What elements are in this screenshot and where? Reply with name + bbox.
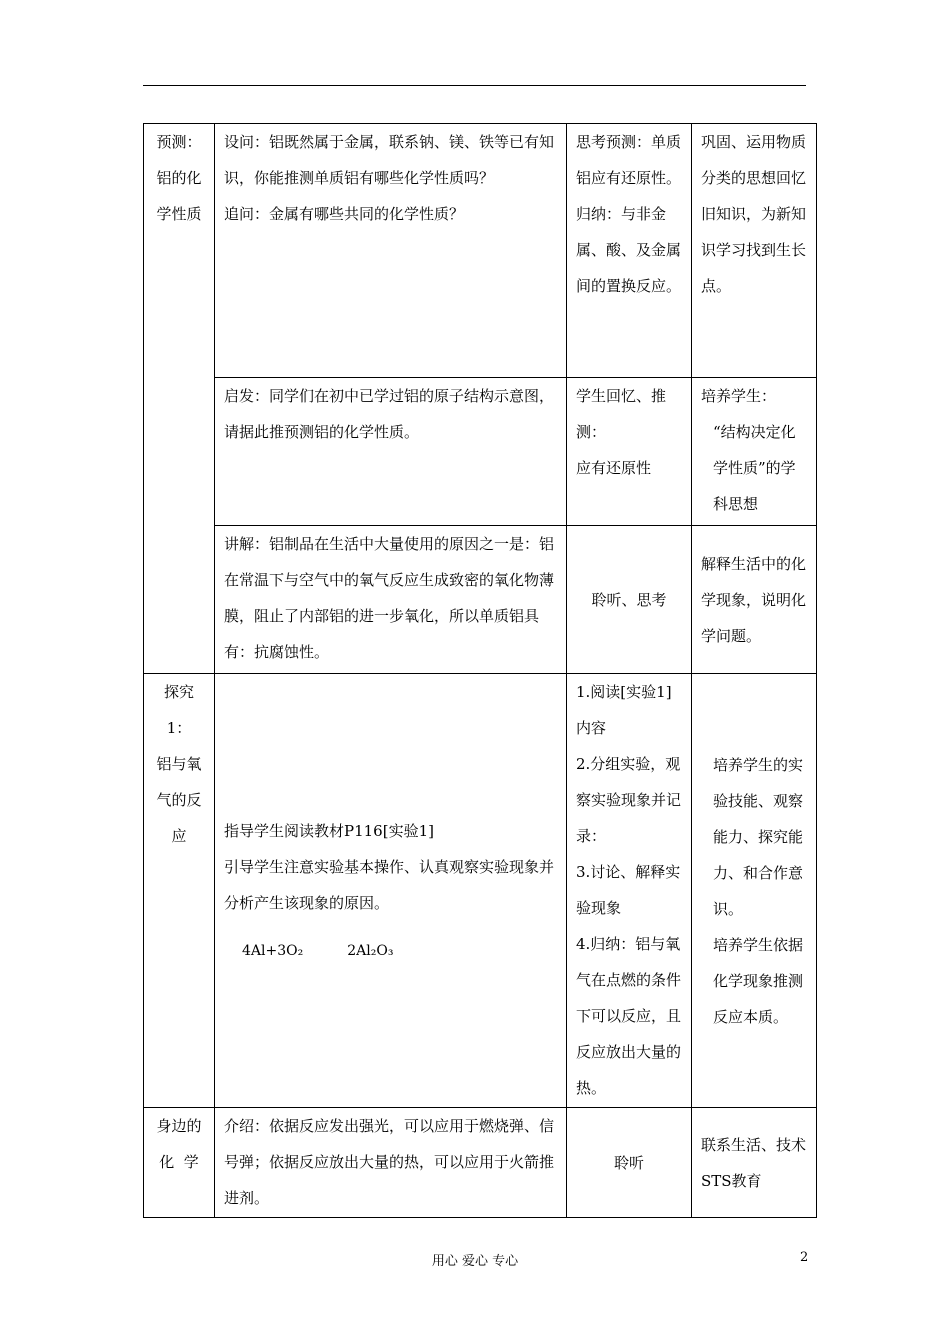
student-text: 归纳：与非金属、酸、及金属间的置换反应。 (576, 205, 682, 295)
stage-text: 应 (171, 827, 187, 845)
intent-text: 培养学生： (701, 387, 777, 405)
table-row (144, 378, 817, 526)
design-intent-cell (692, 378, 817, 526)
lesson-plan-table (143, 123, 817, 1218)
teacher-activity-cell (215, 1108, 567, 1218)
stage-text: 探究 (163, 683, 194, 701)
student-text: 4.归纳：铝与氧气在点燃的条件下可以反应，且反应放出大量的热。 (576, 935, 682, 1097)
design-intent-cell (692, 674, 817, 1108)
stage-text: 化 学 (159, 1153, 199, 1171)
student-text: 应有还原性 (576, 459, 652, 477)
footer-slogan: 用心 爱心 专心 (431, 1254, 519, 1269)
equation-products: 2Al₂O₃ (347, 942, 394, 959)
teacher-text: 引导学生注意实验基本操作、认真观察实验现象并分析产生该现象的原因。 (224, 857, 555, 912)
student-activity-cell (567, 526, 692, 674)
table-row (144, 674, 817, 1108)
teacher-text: 追问：金属有哪些共同的化学性质？ (224, 205, 465, 223)
intent-text: 培养学生依据化学现象推测反应本质。 (713, 935, 804, 1026)
teacher-activity-cell (215, 124, 567, 378)
teacher-text: 指导学生阅读教材P116[实验1] (224, 821, 434, 840)
teacher-activity-cell (215, 378, 567, 526)
design-intent-cell (692, 1108, 817, 1218)
teacher-text: 设问：铝既然属于金属，联系钠、镁、铁等已有知识，你能推测单质铝有哪些化学性质吗？ (224, 133, 555, 187)
teacher-activity-cell (215, 674, 567, 1108)
student-text: 聆听、思考 (591, 590, 667, 609)
equation-reactants: 4Al+3O₂ (242, 942, 304, 959)
reaction-equation (224, 933, 557, 969)
design-intent-cell (692, 124, 817, 378)
stage-text: 学性质 (156, 205, 202, 223)
design-intent-cell (692, 526, 817, 674)
page-number: 2 (800, 1250, 809, 1265)
table-row (144, 526, 817, 674)
stage-text: 铝与氧 (156, 755, 202, 773)
teacher-text: 启发：同学们在初中已学过铝的原子结构示意图，请据此推预测铝的化学性质。 (224, 387, 555, 441)
stage-cell (144, 124, 215, 674)
student-activity-cell (567, 378, 692, 526)
teacher-activity-cell (215, 526, 567, 674)
stage-text: 气的反 (156, 791, 202, 809)
intent-text: 巩固、运用物质分类的思想回忆旧知识，为新知识学习找到生长点。 (701, 133, 807, 295)
intent-text: “结构决定化学性质”的学科思想 (713, 423, 796, 513)
student-text: 学生回忆、推测： (576, 387, 667, 441)
stage-cell (144, 1108, 215, 1218)
student-text: 聆听 (613, 1153, 644, 1172)
student-text: 2.分组实验，观察实验现象并记录： (576, 755, 682, 845)
student-activity-cell (567, 674, 692, 1108)
student-activity-cell (567, 1108, 692, 1218)
table-row (144, 124, 817, 378)
teacher-text: 讲解：铝制品在生活中大量使用的原因之一是：铝在常温下与空气中的氧气反应生成致密的氧化物薄膜，阻止了内部铝的进一步氧化，所以单质铝具有：抗腐蚀性。 (224, 535, 555, 661)
intent-text: 解释生活中的化学现象，说明化学问题。 (701, 554, 807, 645)
student-text: 1.阅读[实验1]内容 (576, 683, 672, 737)
student-text: 3.讨论、解释实验现象 (576, 863, 681, 917)
teacher-text: 介绍：依据反应发出强光，可以应用于燃烧弹、信号弹；依据反应放出大量的热，可以应用于火箭推进剂。 (224, 1117, 555, 1207)
stage-text: 身边的 (156, 1117, 202, 1135)
student-text: 思考预测：单质铝应有还原性。 (576, 133, 682, 187)
intent-text: 联系生活、技术STS教育 (701, 1135, 807, 1190)
table-row (144, 1108, 817, 1218)
header-rule (143, 85, 806, 86)
student-activity-cell (567, 124, 692, 378)
stage-cell (144, 674, 215, 1108)
intent-text: 培养学生的实验技能、观察能力、探究能力、和合作意识。 (713, 755, 804, 918)
stage-text: 预测： (156, 133, 202, 151)
stage-text: 铝的化 (156, 169, 202, 187)
stage-text: 1： (166, 719, 192, 737)
